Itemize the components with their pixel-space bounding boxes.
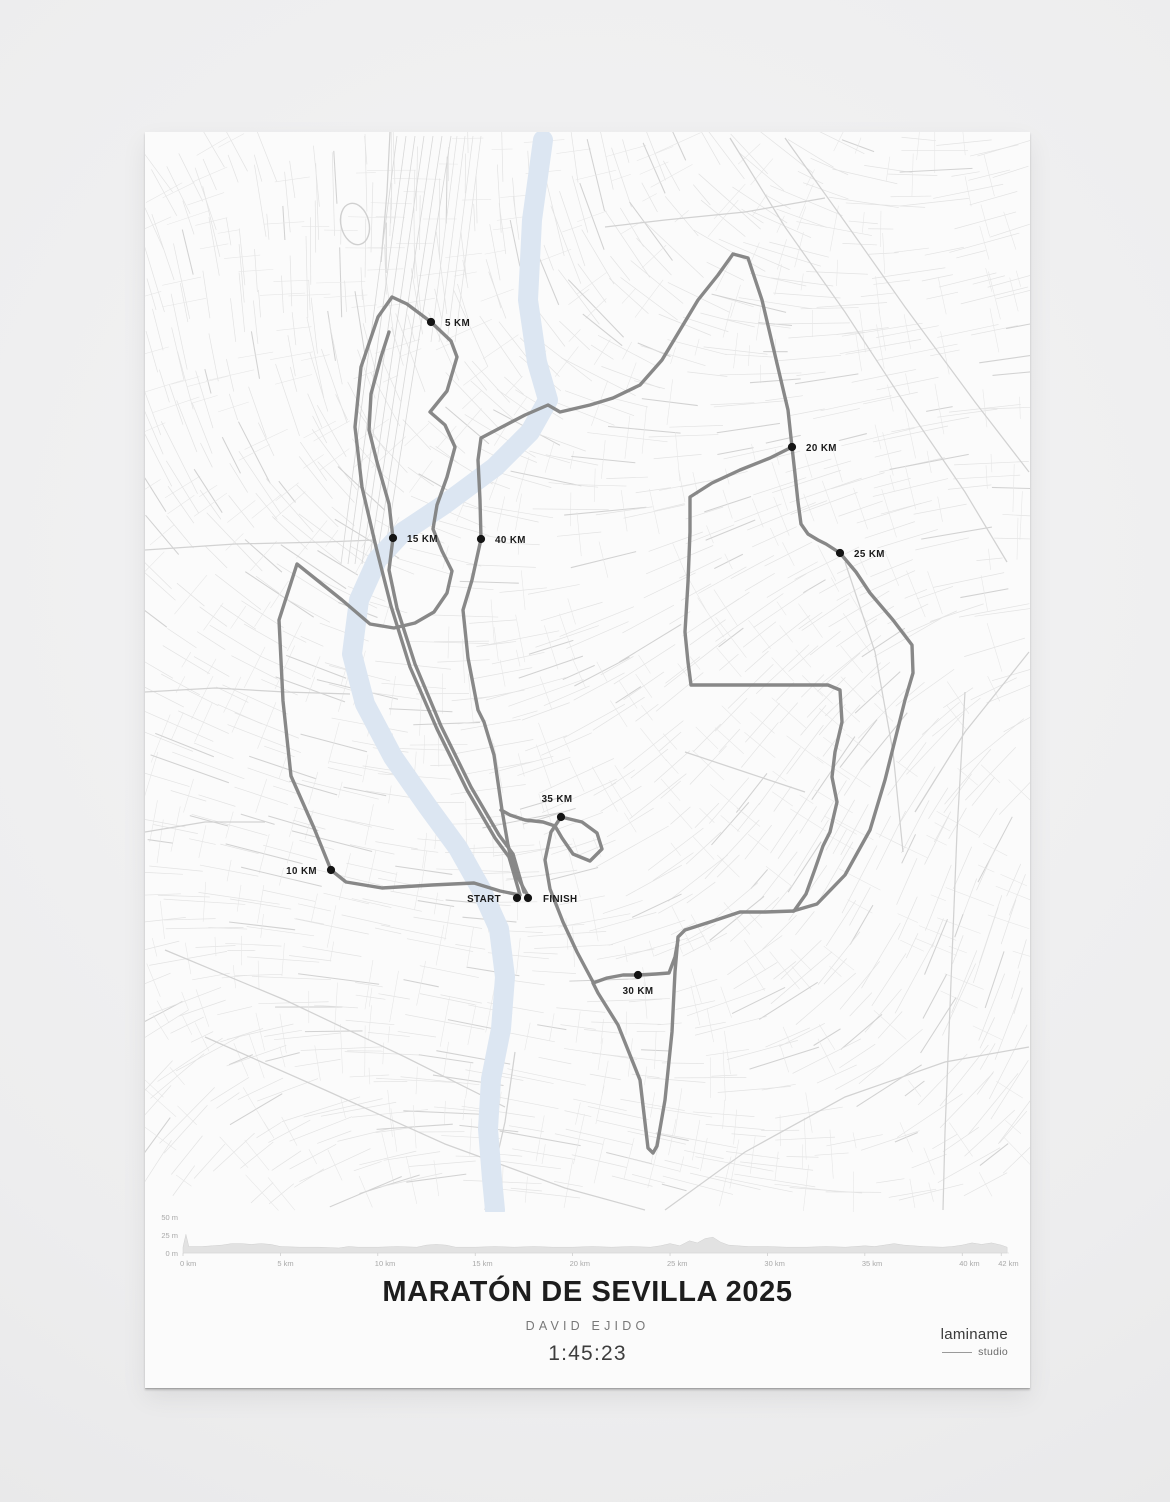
- marker-label-40-km: 40 KM: [495, 535, 526, 546]
- route-center-and-east-loop: [463, 254, 842, 1153]
- marker-label-finish: FINISH: [543, 894, 578, 905]
- marker-label-10-km: 10 KM: [286, 866, 317, 877]
- elevation-x-tick: 20 km: [569, 1259, 591, 1268]
- elevation-x-tick: 5 km: [277, 1259, 294, 1268]
- elevation-profile: [161, 1213, 1018, 1268]
- river: [352, 140, 548, 1210]
- poster: [145, 132, 1030, 1388]
- route-25km-branch: [792, 447, 913, 911]
- elevation-y-tick: 50 m: [161, 1213, 178, 1222]
- brand-logo: [941, 1326, 1008, 1358]
- marker-dot-5-km: [427, 318, 435, 326]
- map-art: [145, 132, 1030, 1388]
- marker-label-5-km: 5 KM: [445, 318, 471, 329]
- marker-label-25-km: 25 KM: [854, 549, 885, 560]
- elevation-x-tick: 15 km: [472, 1259, 493, 1268]
- brand-line: [942, 1352, 972, 1353]
- elevation-x-tick: 25 km: [667, 1259, 688, 1268]
- marker-dot-finish: [524, 894, 532, 902]
- brand-name: laminame: [940, 1326, 1008, 1343]
- runner-name: DAVID EJIDO: [525, 1319, 650, 1333]
- marker-label-30-km: 30 KM: [622, 986, 654, 997]
- elevation-y-tick: 25 m: [161, 1231, 178, 1240]
- marker-dot-35-km: [557, 813, 565, 821]
- elevation-x-tick: 40 km: [959, 1259, 980, 1268]
- poster-title: MARATÓN DE SEVILLA 2025: [382, 1276, 793, 1308]
- elevation-x-tick: 0 km: [180, 1259, 197, 1268]
- street-network: [145, 132, 1030, 1213]
- marker-dot-30-km: [634, 971, 642, 979]
- elevation-x-tick: 35 km: [861, 1259, 883, 1268]
- marker-dot-15-km: [389, 534, 397, 542]
- elevation-x-tick: 42 km: [998, 1259, 1019, 1268]
- marker-label-15-km: 15 KM: [407, 534, 438, 545]
- marker-label-35-km: 35 KM: [541, 794, 573, 805]
- marker-dot-25-km: [836, 549, 844, 557]
- marker-dot-10-km: [327, 866, 335, 874]
- brand-sub-row: [941, 1346, 1008, 1358]
- stadium-outline: [336, 200, 373, 248]
- marker-dot-40-km: [477, 535, 485, 543]
- marker-label-start: START: [467, 894, 501, 905]
- brand-sub: studio: [978, 1346, 1008, 1359]
- marker-dot-20-km: [788, 443, 796, 451]
- marker-label-20-km: 20 KM: [806, 443, 837, 454]
- elevation-area: [183, 1234, 1007, 1253]
- finish-time: 1:45:23: [548, 1341, 627, 1365]
- elevation-y-tick: 0 m: [165, 1249, 178, 1258]
- marker-dot-start: [513, 894, 521, 902]
- elevation-x-tick: 30 km: [764, 1259, 785, 1268]
- elevation-x-tick: 10 km: [374, 1259, 396, 1268]
